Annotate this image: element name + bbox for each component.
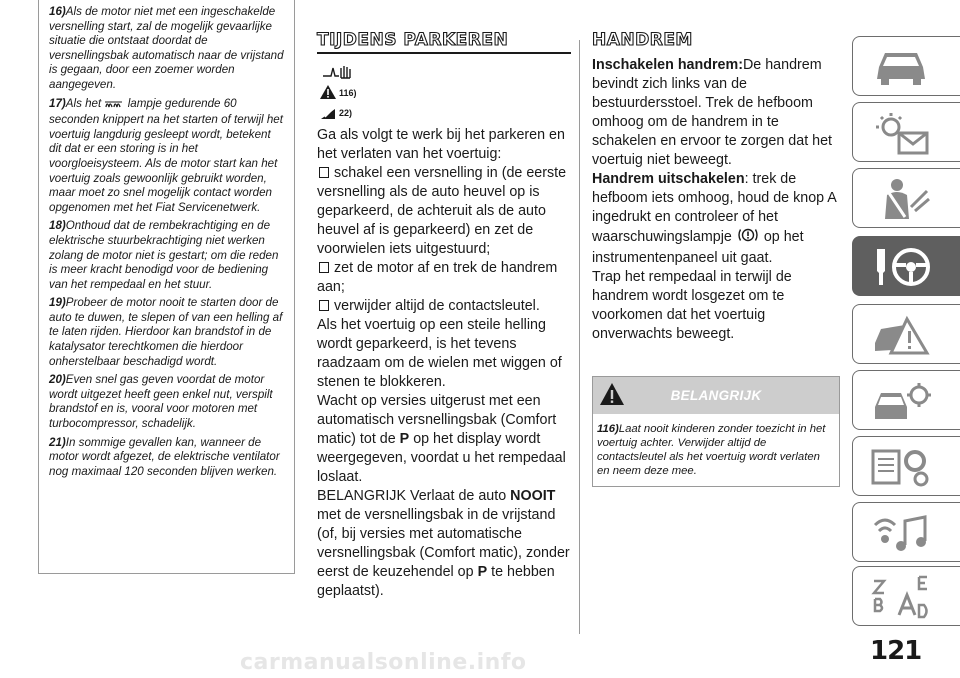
bullet-item: verwijder altijd de contactsleutel. <box>317 297 571 316</box>
watermark-text: carmanualsonline.info <box>240 650 527 675</box>
handbrake-release: Handrem uitschakelen: trek de hefboom iets omhoog, houd de knop A ingedrukt en controleer of het waarschuwingslampje op het instrumentenpaneel uit gaat. <box>592 171 837 266</box>
checkbox-bullet-icon <box>319 300 329 311</box>
tab-vehicle-overview[interactable] <box>852 36 960 96</box>
notice-header <box>593 377 839 414</box>
handbrake-section <box>592 30 838 487</box>
note-17: 17)Als het lampje gedurende 60 seconden knippert na het starten of terwijl het voertuig langdurig gesleept wordt, betekent dit dat er een storing is in het voorgloeisysteem. Als de motor start kan het voertuig zoals gewoonlijk gebruikt worden, maar moet zo snel mogelijk contact worden opgenomen met het Fiat Servicenetwerk. <box>49 96 283 214</box>
glow-plug-icon <box>104 99 124 114</box>
parking-slope-text: Als het voertuig op een steile helling wordt geparkeerd, is het tevens raadzaam om de wielen met wiggen of stenen te blokkeren. <box>317 317 562 390</box>
tab-dashboard-lights[interactable] <box>852 102 960 162</box>
alphabet-index-icon <box>871 575 933 619</box>
handbrake-engage: Inschakelen handrem:De handrem bevindt zich links van de bestuurdersstoel. Trek de hefboom omhoog om de handrem in te schakelen en ervoor te zorgen dat het voertuig niet beweegt. <box>592 57 833 168</box>
title-rule <box>317 52 571 54</box>
warning-triangle-icon <box>319 84 337 100</box>
maintenance-car-icon <box>871 379 933 423</box>
checkbox-bullet-icon <box>319 167 329 178</box>
note-pencil-icon <box>319 104 337 120</box>
note-16: 16)Als de motor niet met een ingeschakelde versnelling start, zal de mogelijk gevaarlijke situatie die ontstaat doordat de versnellingsbak automatisch naar de vrijstand is gegaan, door een zoemer worden aangegeven. <box>49 5 284 91</box>
warning-car-icon <box>871 313 933 357</box>
parking-intro: Ga als volgt te werk bij het parkeren en het verlaten van het voertuig: <box>317 127 565 162</box>
key-steering-wheel-icon <box>871 245 933 289</box>
note-19: 19)Probeer de motor nooit te starten door de auto te duwen, te slepen of van een helling af te laten rijden. Hierdoor kan brandstof in de katalysator terechtkomen die hierdoor onherstelbaar beschadigd wordt. <box>49 296 283 368</box>
note-21: 21)In sommige gevallen kan, wanneer de motor wordt afgezet, de elektrische ventilator nog maximaal 120 seconden blijven werken. <box>49 435 280 478</box>
brake-warning-icon <box>736 227 760 249</box>
note-20: 20)Even snel gas geven voordat de motor wordt uitgezet heeft geen enkel nut, verspilt brandstof en is, vooral voor motoren met turbocompressor, schadelijk. <box>49 373 273 431</box>
tab-maintenance[interactable] <box>852 370 960 430</box>
tab-multimedia[interactable] <box>852 502 960 562</box>
notice-title: BELANGRIJK <box>670 388 762 403</box>
ref-116: 116) <box>339 88 357 98</box>
tab-index[interactable] <box>852 566 960 626</box>
gears-icon <box>871 445 933 489</box>
hand-warning-icon <box>321 62 353 82</box>
tab-safety[interactable] <box>852 168 960 228</box>
warning-references <box>317 60 571 126</box>
handbrake-title: HANDREM <box>592 30 693 50</box>
seatbelt-person-icon <box>871 177 933 221</box>
note-18: 18)Onthoud dat de rembekrachtiging en de elektrische stuurbekrachtiging niet werken zolang de motor niet is gestart; om die reden is meer kracht benodigd voor de bediening van het rempedaal en het stuur. <box>49 219 279 291</box>
bullet-item: schakel een versnelling in (de eerste versnelling als de auto heuvel op is geparkeerd, de achteruit als de auto heuvel af is geparkeerd) en zet de voorwielen iets uitgestuurd; <box>317 165 567 257</box>
tab-technical-data[interactable] <box>852 436 960 496</box>
column-divider <box>579 40 580 634</box>
parking-automatic-text: Wacht op versies uitgerust met een automatisch versnellingsbak (Comfort matic) tot de P op het display wordt weergegeven, voordat u het rempedaal loslaat. <box>317 393 566 485</box>
page-number: 121 <box>870 636 922 666</box>
handbrake-body <box>592 56 838 344</box>
ref-22: 22) <box>339 108 353 118</box>
parking-important-text: BELANGRIJK Verlaat de auto NOOIT met de versnellingsbak in de vrijstand (of, bij versies met automatische versnellingsbak (Comfort matic), zonder eerst de keuzehendel op P te hebben geplaatst). <box>317 488 570 599</box>
important-notice <box>592 376 840 487</box>
parking-body <box>317 126 571 601</box>
notice-body: 116)Laat nooit kinderen zonder toezicht in het voertuig achter. Verwijder altijd de contactsleutel als het voertuig wordt verlaten en neem deze mee. <box>597 423 826 477</box>
notes-box <box>38 0 295 574</box>
parking-title: TIJDENS PARKEREN <box>317 30 509 50</box>
parking-section <box>317 30 571 601</box>
light-and-message-icon <box>871 111 933 155</box>
car-front-icon <box>871 45 933 89</box>
checkbox-bullet-icon <box>319 262 329 273</box>
tab-starting-driving[interactable] <box>852 236 960 296</box>
handbrake-release-note: Trap het rempedaal in terwijl de handrem wordt losgezet om te voorkomen dat het voertuig onverwachts beweegt. <box>592 269 792 342</box>
bullet-item: zet de motor af en trek de handrem aan; <box>317 260 558 295</box>
music-signal-icon <box>871 511 933 555</box>
tab-emergency[interactable] <box>852 304 960 364</box>
